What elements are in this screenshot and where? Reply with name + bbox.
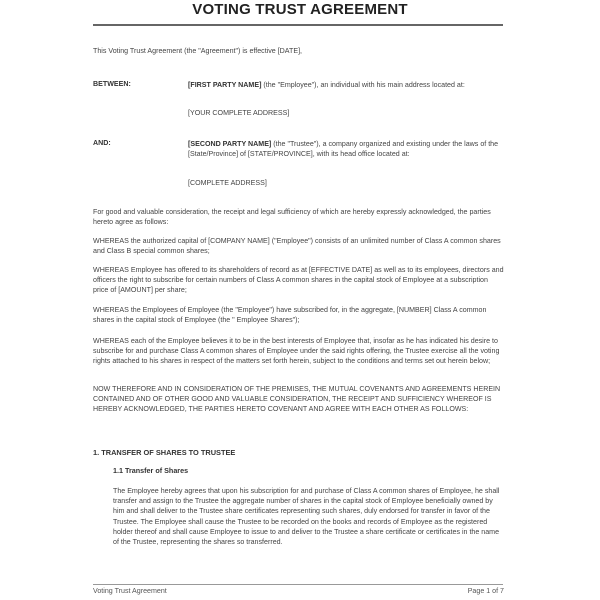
document-title: VOTING TRUST AGREEMENT bbox=[192, 1, 408, 18]
whereas-paragraph-4: WHEREAS each of the Employee believes it to be in the best interests of Employee that, insofar as he has indicated his desire to subscribe for and purchase Class A common shares of Employee under the said rights offering, the Trustee exercise all the voting rights attached to his shares in respect of the matters set forth herein, subject to the conditions and terms set out herein below; bbox=[93, 337, 500, 366]
footer-document-name: Voting Trust Agreement bbox=[93, 587, 167, 595]
first-party-block bbox=[188, 80, 503, 90]
second-party-description: (the "Trustee"), a company organized and existing under the laws of the [State/Province] of [STATE/PROVINCE], with its head office located at: bbox=[188, 140, 499, 159]
now-therefore-paragraph: NOW THEREFORE AND IN CONSIDERATION OF THE PREMISES, THE MUTUAL COVENANTS AND AGREEMENTS HEREIN CONTAINED AND OF OTHER GOOD AND VALUABLE CONSIDERATION, THE RECEIPT AND SUFFICIENCY WHEREOF IS HEREBY ACKNOWLEDGED, THE PARTIES HERETO COVENANT AND AGREE WITH EACH OTHER AS FOLLOWS: bbox=[93, 385, 501, 414]
section-1-1-heading: 1.1 Transfer of Shares bbox=[113, 466, 189, 475]
whereas-paragraph-1: WHEREAS the authorized capital of [COMPANY NAME] ("Employee") consists of an unlimited number of Class A common shares and Class B special common shares; bbox=[93, 237, 501, 256]
second-party-name: [SECOND PARTY NAME] bbox=[188, 140, 272, 148]
first-party-description: (the "Employee"), an individual with his main address located at: bbox=[261, 81, 465, 89]
consideration-paragraph: For good and valuable consideration, the receipt and legal sufficiency of which are hereby expressly acknowledged, the parties hereto agree as follows: bbox=[93, 208, 491, 227]
section-1-1-body: The Employee hereby agrees that upon his subscription for and purchase of Class A common shares of Employee, he shall transfer and assign to the Trustee the aggregate number of shares in the capital stock of Employee beneficially owned by him and shall deliver to the Trustee share certificates representing such shares, duly endorsed for transfer in favor of the Trustee. The Employee shall cause the Trustee to be recorded on the books and records of Employee as the registered holder thereof and shall cause Employee to issue to and deliver to the Trustee a share certificate or certificates in the name of the Trustee, representing the shares so transferred. bbox=[113, 487, 500, 547]
footer-page-number: Page 1 of 7 bbox=[467, 587, 504, 595]
intro-paragraph: This Voting Trust Agreement (the "Agreement") is effective [DATE], bbox=[93, 47, 303, 55]
section-1-heading: 1. TRANSFER OF SHARES TO TRUSTEE bbox=[93, 448, 236, 457]
title-rule bbox=[93, 24, 503, 26]
second-party-block bbox=[188, 139, 503, 159]
footer-rule bbox=[93, 584, 503, 585]
second-party-address: [COMPLETE ADDRESS] bbox=[188, 179, 267, 187]
first-party-name: [FIRST PARTY NAME] bbox=[188, 81, 262, 89]
and-label: AND: bbox=[93, 139, 111, 147]
between-label: BETWEEN: bbox=[93, 80, 131, 88]
first-party-address: [YOUR COMPLETE ADDRESS] bbox=[188, 109, 290, 117]
whereas-paragraph-3: WHEREAS the Employees of Employee (the "Employee") have subscribed for, in the aggregate, [NUMBER] Class A common shares in the capital stock of Employee (the " Employee Shares"); bbox=[93, 306, 487, 325]
whereas-paragraph-2: WHEREAS Employee has offered to its shareholders of record as at [EFFECTIVE DATE] as well as to its employees, directors and officers the right to subscribe for certain numbers of Class A common shares in the capital stock of Employee at a subscription price of [AMOUNT] per share; bbox=[93, 266, 504, 295]
